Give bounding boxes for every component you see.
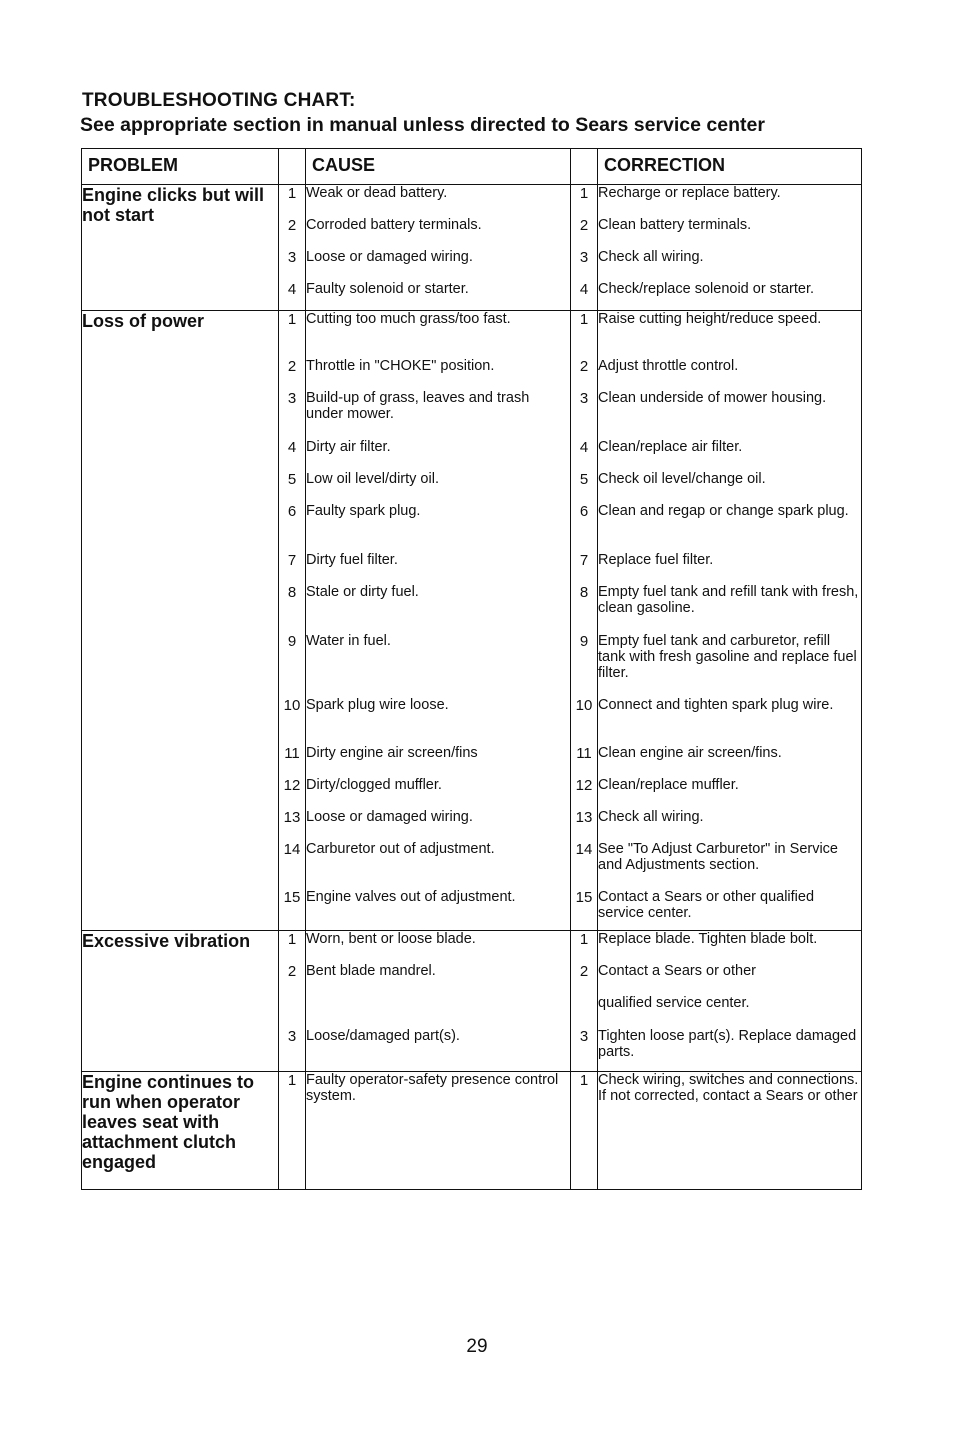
correction-cell: Check/replace solenoid or starter. — [598, 281, 862, 311]
correction-number: 5 — [571, 471, 598, 503]
cause-number — [279, 995, 306, 1028]
problem-cell: Excessive vibration — [82, 931, 279, 1072]
correction-cell: Empty fuel tank and refill tank with fresh, clean gasoline. — [598, 584, 862, 633]
correction-cell: Clean battery terminals. — [598, 217, 862, 249]
correction-number: 4 — [571, 281, 598, 311]
cause-cell: Low oil level/dirty oil. — [306, 471, 571, 503]
cause-number: 1 — [279, 311, 306, 358]
header-row — [82, 149, 862, 185]
correction-cell: See "To Adjust Carburetor" in Service and Adjustments section. — [598, 841, 862, 889]
correction-cell: Clean/replace air filter. — [598, 439, 862, 471]
cause-cell: Worn, bent or loose blade. — [306, 931, 571, 963]
column-header-correction-number — [571, 149, 598, 185]
cause-cell: Corroded battery terminals. — [306, 217, 571, 249]
correction-cell: Clean underside of mower housing. — [598, 390, 862, 439]
correction-number: 10 — [571, 697, 598, 745]
cause-cell: Faulty solenoid or starter. — [306, 281, 571, 311]
cause-number: 2 — [279, 358, 306, 390]
correction-number: 3 — [571, 390, 598, 439]
correction-cell: Connect and tighten spark plug wire. — [598, 697, 862, 745]
troubleshooting-table — [81, 148, 862, 1190]
column-header-correction: CORRECTION — [598, 149, 862, 185]
correction-number — [571, 995, 598, 1028]
cause-number: 14 — [279, 841, 306, 889]
column-header-cause: CAUSE — [306, 149, 571, 185]
correction-number: 14 — [571, 841, 598, 889]
correction-number: 13 — [571, 809, 598, 841]
cause-number: 8 — [279, 584, 306, 633]
correction-cell: Raise cutting height/reduce speed. — [598, 311, 862, 358]
cause-cell: Bent blade mandrel. — [306, 963, 571, 995]
cause-cell: Throttle in "CHOKE" position. — [306, 358, 571, 390]
problem-cell: Loss of power — [82, 311, 279, 931]
cause-cell: Dirty air filter. — [306, 439, 571, 471]
correction-cell: Check oil level/change oil. — [598, 471, 862, 503]
cause-cell: Loose or damaged wiring. — [306, 809, 571, 841]
cause-cell: Engine valves out of adjustment. — [306, 889, 571, 931]
correction-number: 1 — [571, 311, 598, 358]
correction-number: 1 — [571, 185, 598, 217]
correction-number: 1 — [571, 1072, 598, 1190]
problem-group — [82, 1072, 862, 1190]
cause-number: 12 — [279, 777, 306, 809]
cause-cell: Weak or dead battery. — [306, 185, 571, 217]
cause-number: 9 — [279, 633, 306, 697]
correction-number: 3 — [571, 249, 598, 281]
cause-cell: Water in fuel. — [306, 633, 571, 697]
cause-number: 4 — [279, 439, 306, 471]
correction-cell: Contact a Sears or other — [598, 963, 862, 995]
correction-cell: Adjust throttle control. — [598, 358, 862, 390]
cause-number: 11 — [279, 745, 306, 777]
cause-cell: Loose or damaged wiring. — [306, 249, 571, 281]
correction-number: 7 — [571, 552, 598, 584]
cause-number: 15 — [279, 889, 306, 931]
table-row — [82, 931, 862, 963]
problem-cell: Engine clicks but will not start — [82, 185, 279, 311]
cause-cell: Spark plug wire loose. — [306, 697, 571, 745]
correction-number: 3 — [571, 1028, 598, 1072]
cause-cell: Faulty operator-safety presence control system. — [306, 1072, 571, 1190]
problem-cell: Engine continues to run when operator leaves seat with attachment clutch engaged — [82, 1072, 279, 1190]
correction-number: 15 — [571, 889, 598, 931]
cause-number: 5 — [279, 471, 306, 503]
problem-group — [82, 185, 862, 311]
cause-number: 1 — [279, 1072, 306, 1190]
correction-cell: Check all wiring. — [598, 249, 862, 281]
cause-cell: Dirty/clogged muffler. — [306, 777, 571, 809]
cause-number: 3 — [279, 249, 306, 281]
cause-cell: Stale or dirty fuel. — [306, 584, 571, 633]
cause-number: 10 — [279, 697, 306, 745]
correction-cell: Contact a Sears or other qualified service center. — [598, 889, 862, 931]
correction-cell: Tighten loose part(s). Replace damaged parts. — [598, 1028, 862, 1072]
correction-number: 1 — [571, 931, 598, 963]
cause-number: 3 — [279, 390, 306, 439]
correction-number: 2 — [571, 358, 598, 390]
cause-number: 1 — [279, 185, 306, 217]
cause-cell: Cutting too much grass/too fast. — [306, 311, 571, 358]
cause-number: 4 — [279, 281, 306, 311]
correction-number: 12 — [571, 777, 598, 809]
cause-number: 7 — [279, 552, 306, 584]
correction-number: 11 — [571, 745, 598, 777]
correction-number: 9 — [571, 633, 598, 697]
cause-number: 3 — [279, 1028, 306, 1072]
cause-cell: Dirty engine air screen/fins — [306, 745, 571, 777]
cause-cell: Loose/damaged part(s). — [306, 1028, 571, 1072]
chart-title: TROUBLESHOOTING CHART: — [82, 90, 356, 111]
correction-cell: Check all wiring. — [598, 809, 862, 841]
correction-cell: Replace fuel filter. — [598, 552, 862, 584]
correction-cell: qualified service center. — [598, 995, 862, 1028]
cause-number: 2 — [279, 217, 306, 249]
cause-cell: Faulty spark plug. — [306, 503, 571, 552]
correction-cell: Clean engine air screen/fins. — [598, 745, 862, 777]
cause-cell: Dirty fuel filter. — [306, 552, 571, 584]
correction-cell: Check wiring, switches and connections. If not corrected, contact a Sears or other — [598, 1072, 862, 1190]
correction-cell: Clean and regap or change spark plug. — [598, 503, 862, 552]
correction-cell: Clean/replace muffler. — [598, 777, 862, 809]
table-row — [82, 311, 862, 358]
cause-cell: Carburetor out of adjustment. — [306, 841, 571, 889]
cause-number: 6 — [279, 503, 306, 552]
table-row — [82, 1072, 862, 1190]
correction-cell: Replace blade. Tighten blade bolt. — [598, 931, 862, 963]
correction-number: 4 — [571, 439, 598, 471]
cause-number: 13 — [279, 809, 306, 841]
problem-group — [82, 311, 862, 931]
table-row — [82, 185, 862, 217]
cause-cell: Build-up of grass, leaves and trash under mower. — [306, 390, 571, 439]
correction-number: 8 — [571, 584, 598, 633]
correction-number: 2 — [571, 963, 598, 995]
cause-number: 1 — [279, 931, 306, 963]
problem-group — [82, 931, 862, 1072]
correction-cell: Empty fuel tank and carburetor, refill tank with fresh gasoline and replace fuel filter. — [598, 633, 862, 697]
cause-number: 2 — [279, 963, 306, 995]
cause-cell — [306, 995, 571, 1028]
column-header-cause-number — [279, 149, 306, 185]
page-number: 29 — [466, 1336, 488, 1357]
correction-number: 6 — [571, 503, 598, 552]
correction-cell: Recharge or replace battery. — [598, 185, 862, 217]
correction-number: 2 — [571, 217, 598, 249]
column-header-problem: PROBLEM — [82, 149, 279, 185]
chart-subtitle: See appropriate section in manual unless directed to Sears service center — [80, 114, 765, 136]
